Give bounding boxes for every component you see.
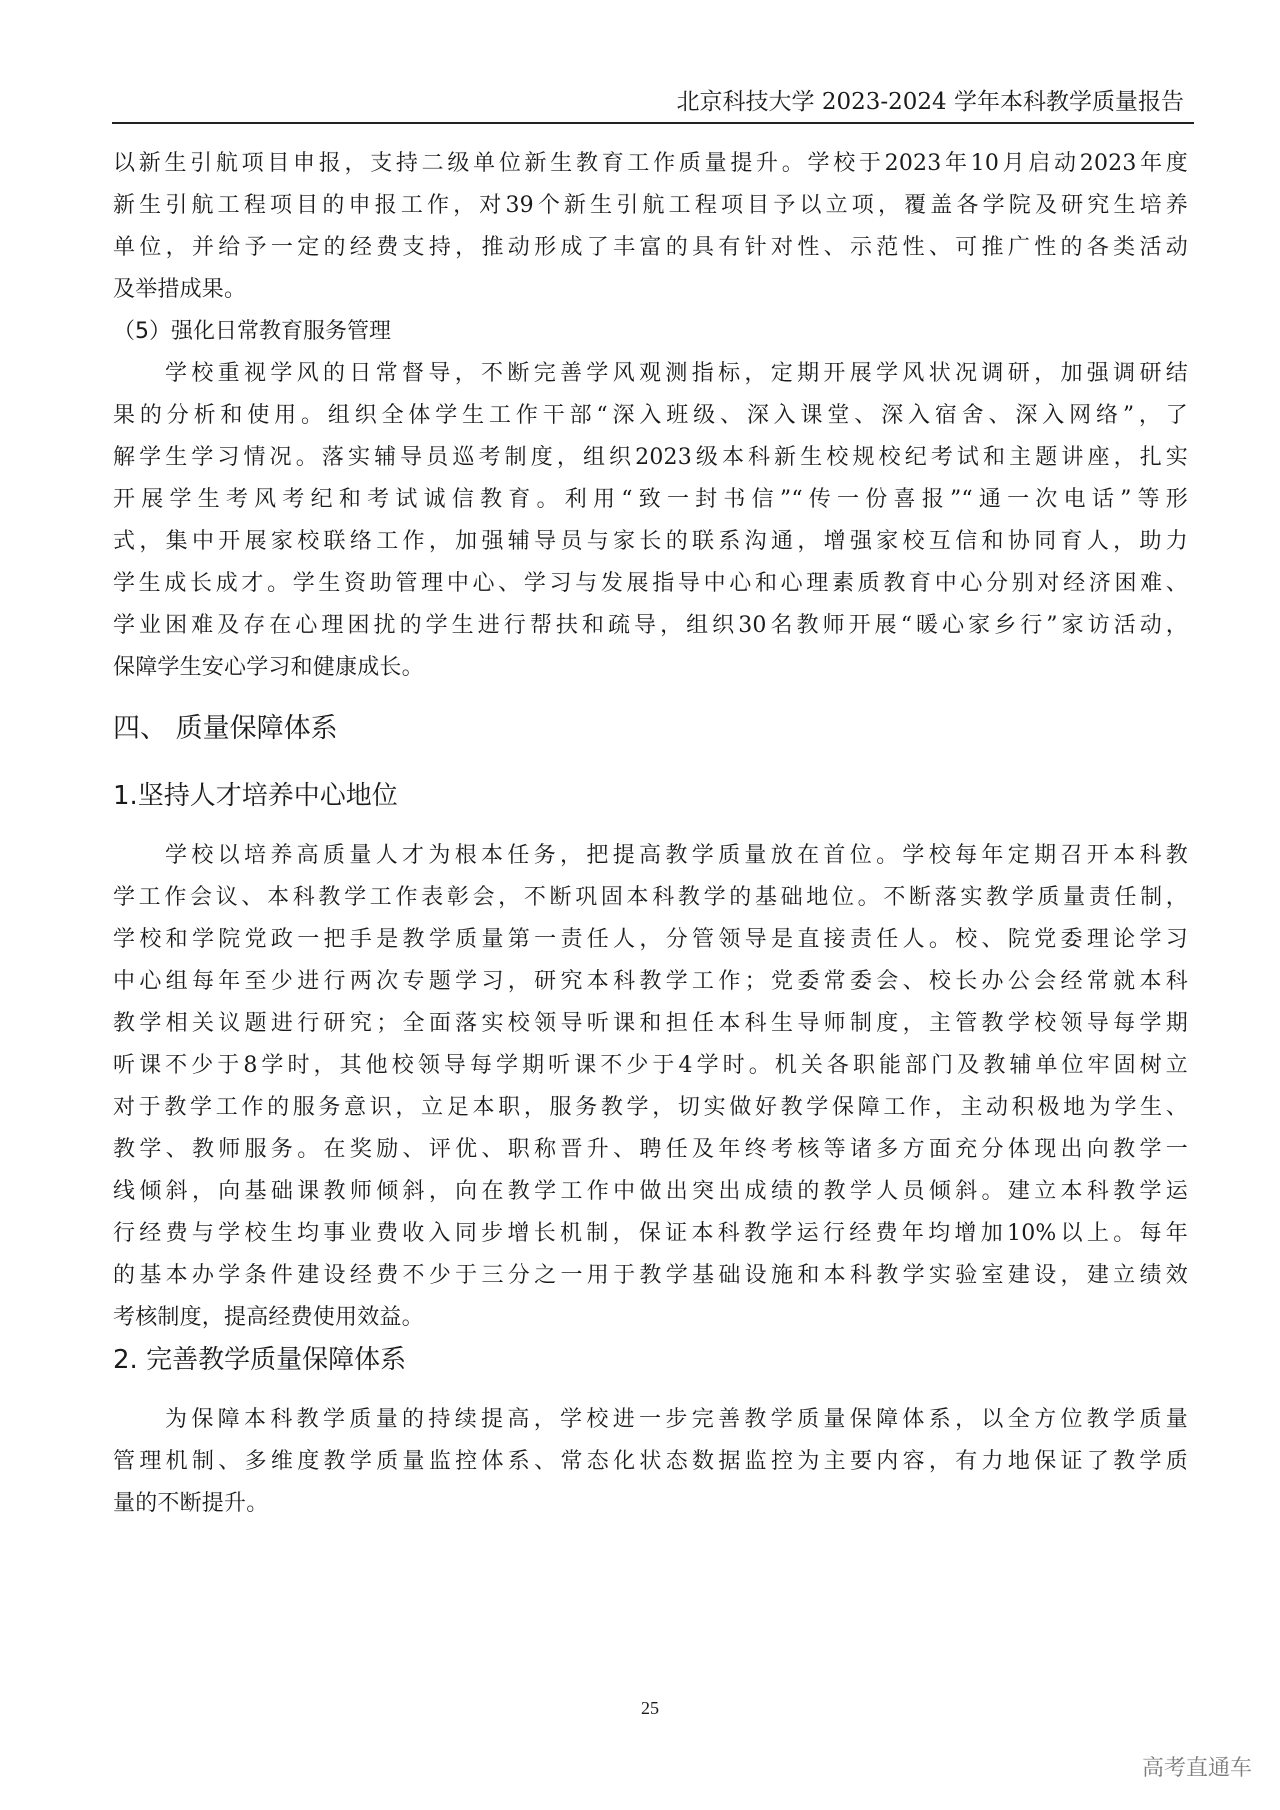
text-line: 考核制度，提高经费使用效益。 xyxy=(113,1305,424,1330)
text-line: 解学生学习情况。落实辅导员巡考制度，组织2023级本科新生校规校纪考试和主题讲座，扎实 xyxy=(113,445,1188,470)
text-line: 听课不少于8学时，其他校领导每学期听课不少于4学时。机关各职能部门及教辅单位牢固树立 xyxy=(113,1053,1188,1078)
watermark-text: 高考直通车 xyxy=(1141,1756,1252,1781)
page-number: 25 xyxy=(641,1698,659,1718)
text-line: 学生成长成才。学生资助管理中心、学习与发展指导中心和心理素质教育中心分别对经济困难、 xyxy=(113,571,1188,596)
text-line: 为保障本科教学质量的持续提高，学校进一步完善教学质量保障体系，以全方位教学质量 xyxy=(165,1407,1188,1432)
section-heading-quality-assurance: 四、 质量保障体系 xyxy=(113,713,338,744)
text-line: 保障学生安心学习和健康成长。 xyxy=(113,655,424,680)
section-heading-talent-cultivation: 1.坚持人才培养中心地位 xyxy=(113,781,398,811)
text-line: 开展学生考风考纪和考试诚信教育。利用“致一封书信”“传一份喜报”“通一次电话”等形 xyxy=(113,487,1188,512)
text-line: 行经费与学校生均事业费收入同步增长机制，保证本科教学运行经费年均增加10%以上。每年 xyxy=(113,1221,1188,1246)
report-title: 北京科技大学 2023-2024 学年本科教学质量报告 xyxy=(676,89,1184,115)
text-line: 单位，并给予一定的经费支持，推动形成了丰富的具有针对性、示范性、可推广性的各类活动 xyxy=(113,235,1188,260)
text-line: 的基本办学条件建设经费不少于三分之一用于教学基础设施和本科教学实验室建设，建立绩效 xyxy=(113,1263,1188,1288)
text-line: 学业困难及存在心理困扰的学生进行帮扶和疏导，组织30名教师开展“暖心家乡行”家访活动， xyxy=(113,613,1188,638)
text-line: 以新生引航项目申报，支持二级单位新生教育工作质量提升。学校于2023年10月启动2023年度 xyxy=(113,151,1188,176)
text-line: 学工作会议、本科教学工作表彰会，不断巩固本科教学的基础地位。不断落实教学质量责任制， xyxy=(113,885,1188,910)
text-line: 管理机制、多维度教学质量监控体系、常态化状态数据监控为主要内容，有力地保证了教学质 xyxy=(113,1449,1188,1474)
text-line: 中心组每年至少进行两次专题学习，研究本科教学工作；党委常委会、校长办公会经常就本科 xyxy=(113,969,1188,994)
text-line: 线倾斜，向基础课教师倾斜，向在教学工作中做出突出成绩的教学人员倾斜。建立本科教学运 xyxy=(113,1179,1188,1204)
text-line: 教学相关议题进行研究；全面落实校领导听课和担任本科生导师制度，主管教学校领导每学期 xyxy=(113,1011,1188,1036)
text-line: 量的不断提升。 xyxy=(113,1491,269,1516)
section-heading-quality-assurance-system: 2. 完善教学质量保障体系 xyxy=(113,1345,407,1375)
text-line: 式，集中开展家校联络工作，加强辅导员与家长的联系沟通，增强家校互信和协同育人，助力 xyxy=(113,529,1188,554)
text-line: 学校重视学风的日常督导，不断完善学风观测指标，定期开展学风状况调研，加强调研结 xyxy=(165,361,1188,386)
page-header xyxy=(112,84,1194,124)
text-line: 学校和学院党政一把手是教学质量第一责任人，分管领导是直接责任人。校、院党委理论学习 xyxy=(113,927,1188,952)
text-line: 果的分析和使用。组织全体学生工作干部“深入班级、深入课堂、深入宿舍、深入网络”，了 xyxy=(113,403,1188,428)
text-line: 学校以培养高质量人才为根本任务，把提高教学质量放在首位。学校每年定期召开本科教 xyxy=(165,843,1188,868)
subheading-daily-education-management: （5）强化日常教育服务管理 xyxy=(113,319,391,344)
text-line: 对于教学工作的服务意识，立足本职，服务教学，切实做好教学保障工作，主动积极地为学生、 xyxy=(113,1095,1188,1120)
text-line: 及举措成果。 xyxy=(113,277,247,302)
text-line: 新生引航工程项目的申报工作，对39个新生引航工程项目予以立项，覆盖各学院及研究生培养 xyxy=(113,193,1188,218)
text-line: 教学、教师服务。在奖励、评优、职称晋升、聘任及年终考核等诸多方面充分体现出向教学一 xyxy=(113,1137,1188,1162)
